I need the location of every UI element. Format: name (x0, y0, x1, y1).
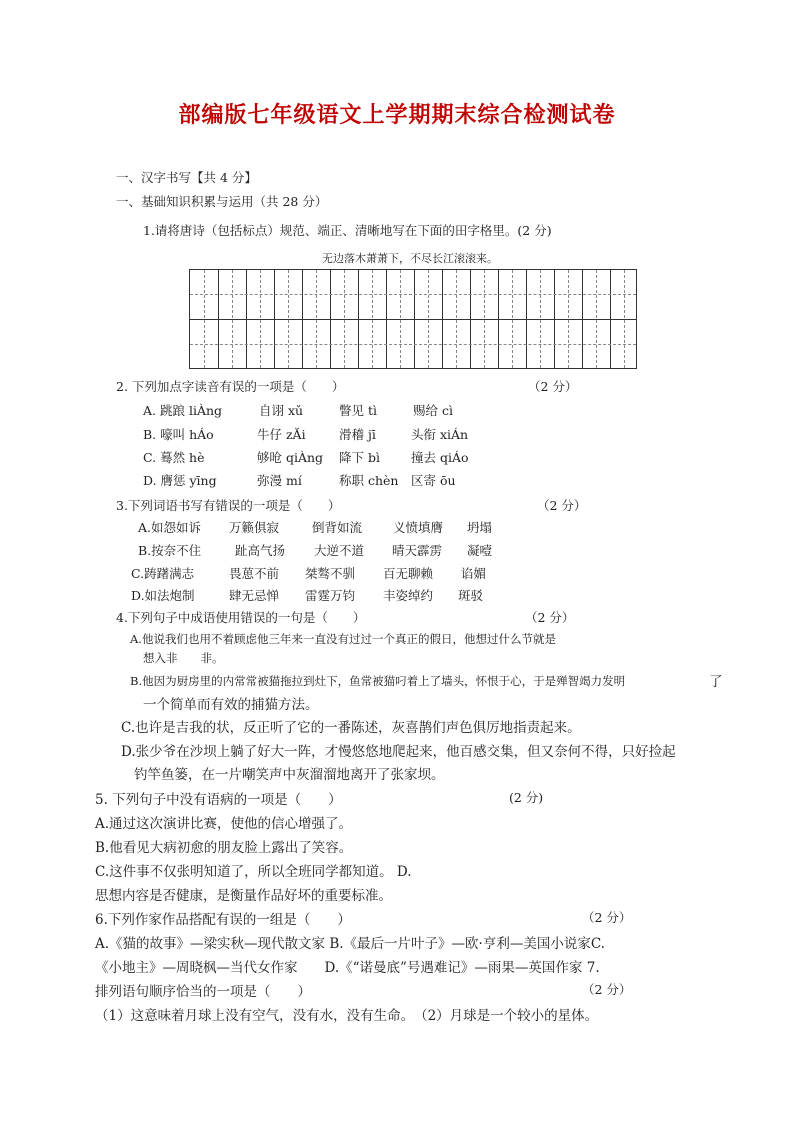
q5-option-b: B.他看见大病初愈的朋友脸上露出了笑容。 (95, 840, 353, 856)
tianzige-grid[interactable] (189, 269, 637, 369)
q5-option-c: C.这件事不仅张明知道了，所以全班同学都知道。 D. (95, 864, 412, 880)
q2-c-2: 够呛 qiÀng (257, 450, 324, 465)
question-3-score: （2 分） (537, 498, 587, 513)
q3-c-4: 百无聊赖 (383, 566, 434, 581)
q6-options-line1: A.《猫的故事》—梁实秋—现代散文家 B.《最后一片叶子》—欧·亨利—美国小说家C. (95, 936, 605, 952)
q3-a-5: 坍塌 (467, 520, 493, 535)
q3-c-1: C.踌躇满志 (131, 566, 195, 581)
q2-b-3: 滑稽 jī (339, 427, 376, 442)
question-4-score: （2 分） (525, 610, 575, 625)
question-5-score: (2 分) (509, 790, 544, 805)
q3-d-5: 斑驳 (458, 588, 484, 603)
q2-b-4: 头衔 xiÁn (411, 427, 469, 442)
q3-c-5: 谄媚 (461, 566, 487, 581)
q5-option-d: 思想内容是否健康，是衡量作品好坏的重要标准。 (95, 888, 392, 904)
q7-sentences-line1: （1）这意味着月球上没有空气，没有水，没有生命。 （2）月球是一个较小的星体。 (95, 1008, 599, 1024)
q5-option-a: A.通过这次演讲比赛，使他的信心增强了。 (95, 816, 353, 832)
question-6-stem: 6.下列作家作品搭配有误的一组是（ ） (95, 912, 351, 928)
question-7-stem: 排列语句顺序恰当的一项是（ ） (95, 984, 311, 1000)
q3-d-2: 肆无忌惮 (229, 588, 280, 603)
q4-option-a-line2: 想入非 非。 (143, 651, 224, 665)
q2-c-1: C. 蓦然 hè (143, 450, 205, 465)
q2-d-2: 弥漫 mí (257, 473, 302, 488)
q2-d-1: D. 膺惩 yīng (143, 473, 217, 488)
q2-b-2: 牛仔 zĂi (257, 427, 306, 442)
question-4-stem: 4.下列句子中成语使用错误的一句是（ ） (116, 610, 366, 625)
q6-options-line2: 《小地主》—周晓枫—当代女作家 D.《“诺曼底”号遇难记》—雨果—英国作家 7. (95, 960, 600, 976)
q4-option-a-line1: A.他说我们也用不着顾虑他三年来一直没有过过一个真正的假日，他想过什么节就是 (130, 632, 556, 646)
q3-a-4: 义愤填膺 (393, 520, 444, 535)
q2-a-1: A. 跳踉 liÀng (143, 403, 223, 418)
q3-d-4: 丰姿绰约 (383, 588, 434, 603)
q3-a-3: 倒背如流 (312, 520, 363, 535)
question-3-stem: 3.下列词语书写有错误的一项是（ ） (116, 498, 341, 513)
q3-b-4: 晴天霹雳 (392, 543, 443, 558)
q4-option-c: C.也许是吉我的状，反正听了它的一番陈述，灰喜鹊们声色俱厉地指责起来。 (121, 720, 581, 736)
q3-b-1: B.按奈不住 (138, 543, 202, 558)
q2-a-2: 自诩 xǔ (259, 403, 304, 418)
q3-a-1: A.如怨如诉 (138, 520, 202, 535)
q4-option-b-line2: 一个简单而有效的捕猫方法。 (143, 697, 319, 713)
q2-d-3: 称职 chèn (339, 473, 399, 488)
page-title: 部编版七年级语文上学期期末综合检测试卷 (178, 103, 616, 128)
q2-a-3: 瞥见 tì (339, 403, 377, 418)
q4-option-b-tail: 了 (709, 674, 723, 690)
section-heading-writing: 一、汉字书写【共 4 分】 (116, 170, 257, 185)
section-heading-basics: 一、基础知识积累与运用（共 28 分） (116, 194, 328, 209)
q2-c-4: 撞去 qiÁo (411, 450, 469, 465)
q3-b-3: 大逆不道 (314, 543, 365, 558)
q3-b-5: 凝噎 (467, 543, 493, 558)
q2-d-4: 区寄 ōu (411, 473, 456, 488)
q3-a-2: 万籁俱寂 (229, 520, 280, 535)
q4-option-d-line2: 钓竿鱼篓，在一片嘲笑声中灰溜溜地离开了张家坝。 (134, 767, 445, 783)
q3-c-2: 畏葸不前 (229, 566, 280, 581)
question-2-score: （2 分） (528, 379, 578, 394)
question-7-score: （2 分） (582, 982, 632, 997)
q4-option-d-line1: D.张少爷在沙坝上躺了好大一阵，才慢悠悠地爬起来，他百感交集，但又奈何不得，只好捡起 (121, 744, 676, 760)
q3-c-3: 桀骜不驯 (305, 566, 356, 581)
q2-a-4: 赐给 cì (413, 403, 453, 418)
q2-b-1: B. 嚎叫 hÁo (143, 427, 214, 442)
question-1-stem: 1.请将唐诗（包括标点）规范、端正、清晰地写在下面的田字格里。(2 分) (143, 223, 552, 238)
question-6-score: （2 分） (582, 910, 632, 925)
q2-c-3: 降下 bì (339, 450, 380, 465)
question-5-stem: 5. 下列句子中没有语病的一项是（ ） (95, 792, 342, 808)
q3-d-1: D.如法炮制 (131, 588, 195, 603)
q4-option-b-line1: B.他因为厨房里的内常常被猫拖拉到灶下，鱼常被猫叼着上了墙头，怀恨于心，于是殚智竭力发明 (130, 674, 626, 688)
q3-b-2: 趾高气扬 (235, 543, 286, 558)
poem-line: 无边落木萧萧下，不尽长江滚滚来。 (322, 252, 498, 265)
question-2-stem: 2. 下列加点字读音有误的一项是（ ） (116, 379, 345, 394)
q3-d-3: 雷霆万钧 (305, 588, 356, 603)
